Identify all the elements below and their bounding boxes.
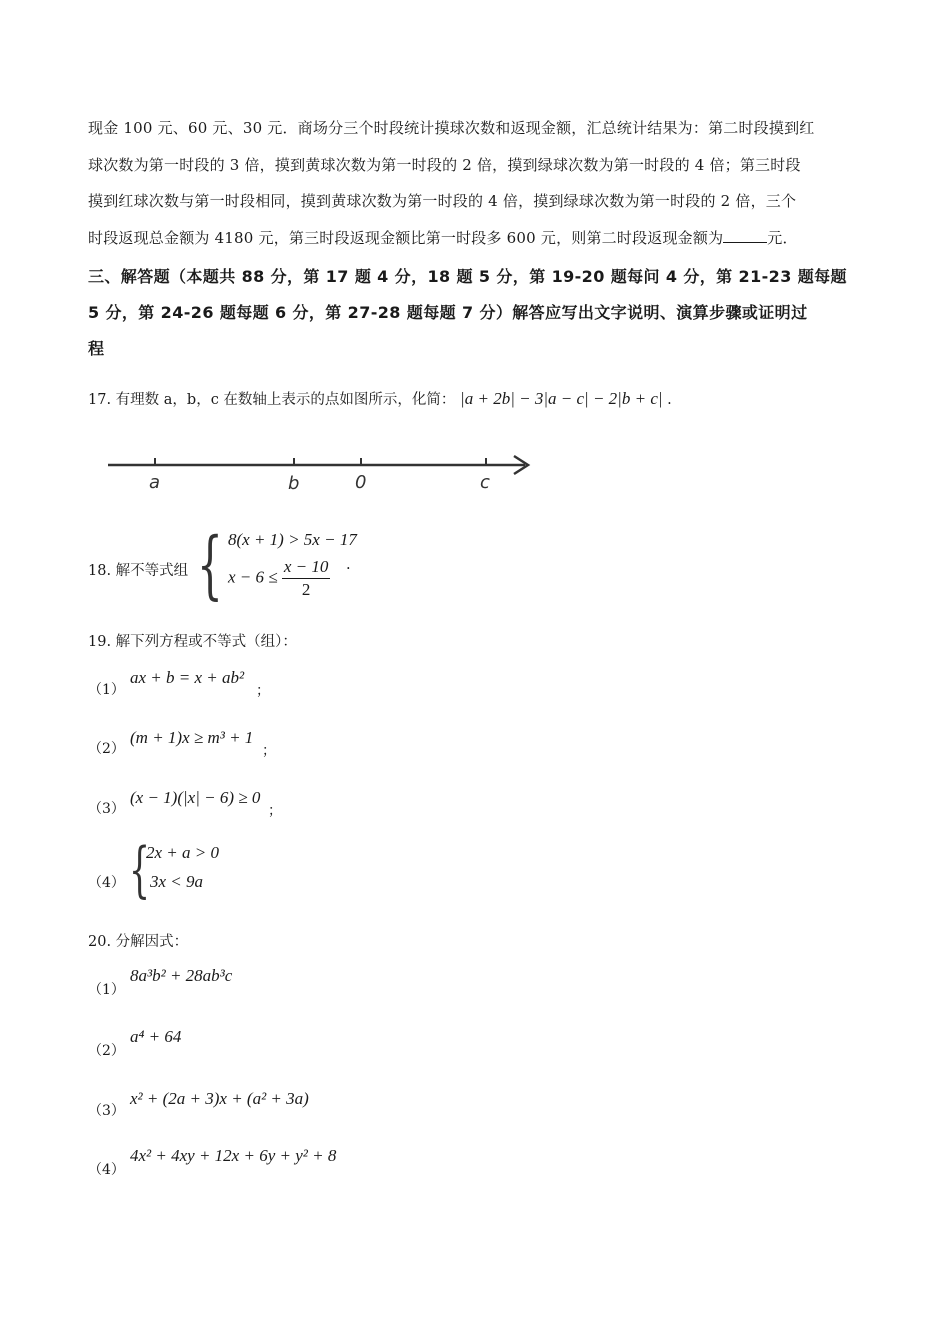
number-line [100,448,540,498]
question-17 [88,388,672,409]
q17-expression: |a + 2b| − 3|a − c| − 2|b + c| [460,389,663,408]
section-line-2: 5 分，第 24-26 题每题 6 分，第 27-28 题每题 7 分）解答应写出文字说明、演算步骤或证明过 [88,303,808,322]
q18-frac-denominator: 2 [301,580,311,599]
q19-item-3-label: （3） [88,801,125,817]
label-a: a [149,472,161,493]
q20-item-1-expr: 8a³b² + 28ab³c [130,966,233,985]
q18-line-2-left: x − 6 ≤ [228,567,278,587]
intro-line-3: 摸到红球次数与第一时段相同，摸到黄球次数为第一时段的 4 倍，摸到绿球次数为第一时段的 2 倍，三个 [88,192,797,210]
label-c: c [480,472,490,493]
label-b: b [288,473,300,494]
q19-item-4-label: （4） [88,875,125,891]
q18-suffix: . [346,557,351,573]
intro-line-1: 现金 100 元、60 元、30 元．商场分三个时段统计摸球次数和返现金额，汇总统计结果为：第二时段摸到红 [88,119,815,137]
q19-item-1-label: （1） [88,682,125,698]
section-line-1: 三、解答题（本题共 88 分，第 17 题 4 分，18 题 5 分，第 19-20 题每问 4 分，第 21-23 题每题 [88,267,847,286]
q19-item-1-end: ； [256,683,270,699]
q18-prefix: 18. 解不等式组 [88,563,189,579]
q18-line-1: 8(x + 1) > 5x − 17 [228,530,357,549]
q20-item-3-expr: x² + (2a + 3)x + (a² + 3a) [130,1089,309,1108]
intro-line-4-text: 时段返现总金额为 4180 元，第三时段返现金额比第一时段多 600 元，则第二时段返现金额为 [88,228,724,247]
q18-frac-numerator: x − 10 [282,556,331,579]
q20-item-2-expr: a⁴ + 64 [130,1027,182,1046]
q19-item-1-expr: ax + b = x + ab² [130,668,245,687]
q20-item-2-label: （2） [88,1043,125,1059]
q19-item-4-line-2: 3x < 9a [150,872,204,891]
q18-line-2 [228,556,330,601]
q19-item-2-label: （2） [88,741,125,757]
answer-blank[interactable] [723,228,767,243]
q18-fraction [282,556,331,601]
q19-item-3-expr: (x − 1)(|x| − 6) ≥ 0 [130,788,261,807]
intro-line-4-end: 元． [767,228,798,247]
q20-item-1-label: （1） [88,982,125,998]
q17-prefix: 17. 有理数 a，b，c 在数轴上表示的点如图所示，化简： [88,392,456,408]
q19-item-4-brace: { [129,835,151,905]
q19-item-2-end: ； [262,743,276,759]
q20-item-4-expr: 4x² + 4xy + 12x + 6y + y² + 8 [130,1146,337,1165]
q20-item-3-label: （3） [88,1103,125,1119]
q19-item-3-end: ； [268,803,282,819]
q19-title: 19. 解下列方程或不等式（组）： [88,634,297,650]
section-line-3: 程 [88,339,105,358]
label-0: 0 [355,472,367,493]
q20-item-4-label: （4） [88,1162,125,1178]
q17-suffix: . [667,392,672,408]
section-heading [88,259,866,367]
q19-item-4-line-1: 2x + a > 0 [146,843,219,862]
intro-line-4 [88,220,866,257]
q20-title: 20. 分解因式： [88,934,189,950]
q18-brace: { [197,522,223,608]
intro-line-2: 球次数为第一时段的 3 倍，摸到黄球次数为第一时段的 2 倍，摸到绿球次数为第一时段的 4 倍；第三时段 [88,155,801,174]
intro-paragraph [88,110,866,256]
q19-item-2-expr: (m + 1)x ≥ m³ + 1 [130,728,254,747]
